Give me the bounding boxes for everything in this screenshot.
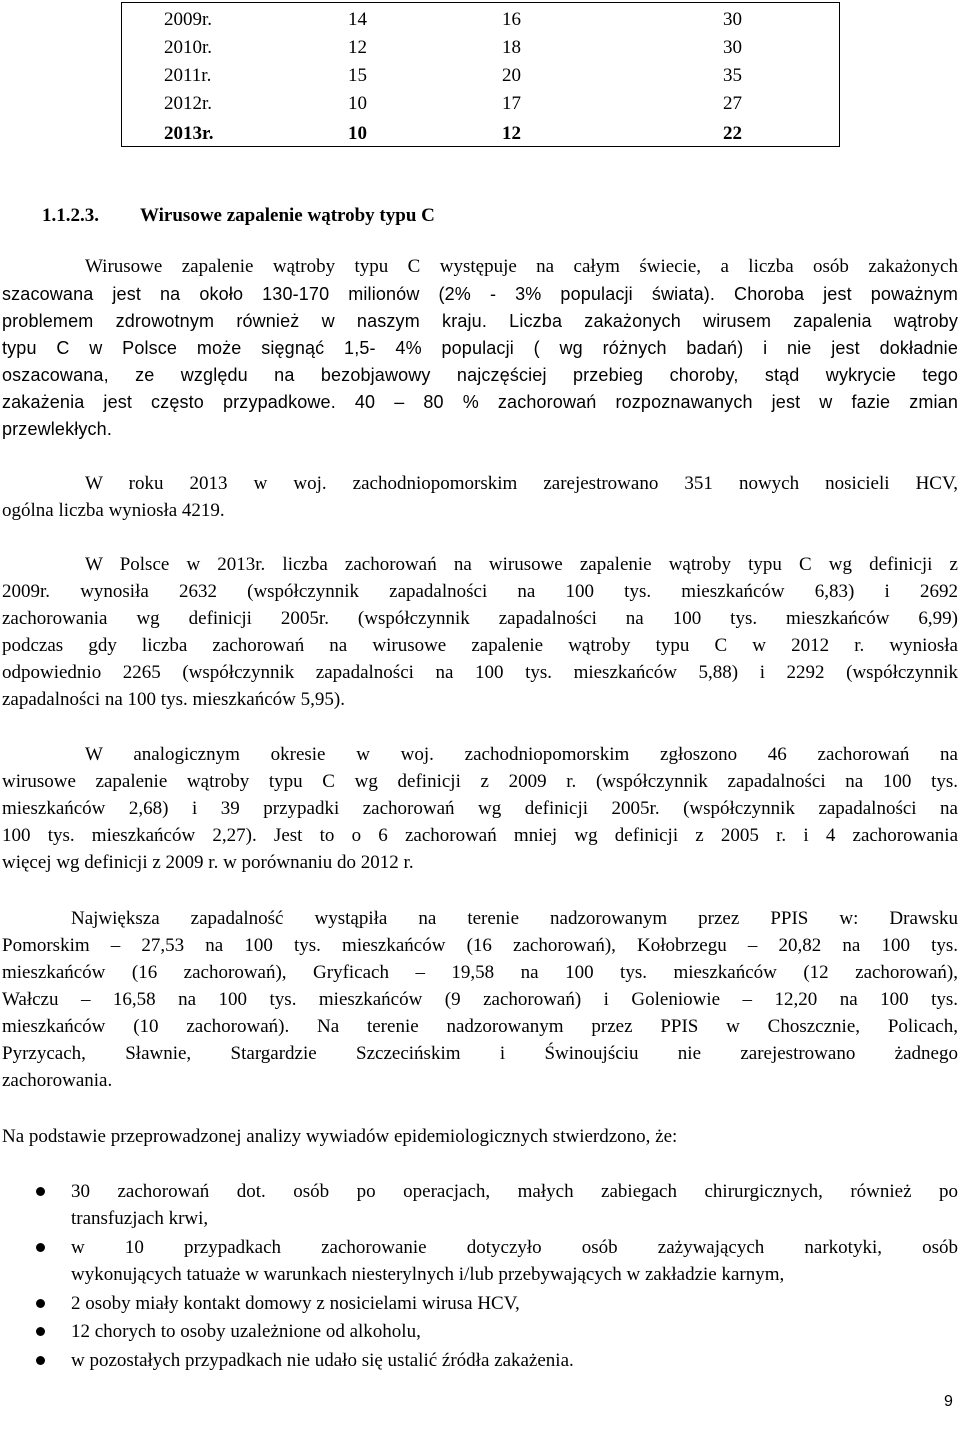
paragraph-line: wirusowe zapalenie wątroby typu C wg definicji z 2009 r. (współczynnik zapadalności na 100 tys.: [2, 771, 958, 792]
table-row: [122, 6, 839, 34]
table-cell: 14: [348, 9, 367, 30]
list-item-line: w 10 przypadkach zachorowanie dotyczyło osób zażywających narkotyki, osób: [71, 1237, 958, 1258]
table-cell: 16: [502, 9, 521, 30]
paragraph-line: 100 tys. mieszkańców 2,27). Jest to o 6 zachorowań mniej wg definicji z 2005 r. i 4 zachorowania: [2, 825, 958, 846]
table-cell: 10: [348, 93, 367, 114]
bullet-icon: [36, 1299, 45, 1308]
paragraph-line: przewlekłych.: [2, 419, 112, 439]
page-number: 9: [944, 1393, 953, 1410]
list-item-line: 12 chorych to osoby uzależnione od alkoholu,: [71, 1321, 421, 1342]
paragraph-line: więcej wg definicji z 2009 r. w porównaniu do 2012 r.: [2, 852, 414, 873]
table-row-total: [122, 120, 839, 148]
section-title: Wirusowe zapalenie wątroby typu C: [140, 205, 435, 226]
cases-table: [121, 2, 840, 147]
table-cell: 30: [723, 9, 742, 30]
paragraph-line: oszacowana, ze względu na bezobjawowy najczęściej przebieg choroby, stąd wykrycie tego: [2, 365, 958, 385]
paragraph-line: zakażenia jest często przypadkowe. 40 – 80 % zachorowań rozpoznawanych jest w fazie zmian: [2, 392, 958, 412]
paragraph-line: odpowiednio 2265 (współczynnik zapadalności na 100 tys. mieszkańców 5,88) i 2292 (współczynnik: [2, 662, 958, 683]
bullet-icon: [36, 1187, 45, 1196]
paragraph-line: podczas gdy liczba zachorowań na wirusowe zapalenie wątroby typu C w 2012 r. wyniosła: [2, 635, 958, 656]
paragraph-line: zachorowania.: [2, 1070, 113, 1091]
table-cell: 12: [502, 123, 521, 144]
section-heading: [42, 202, 435, 230]
table-row: [122, 90, 839, 118]
paragraph-line: W roku 2013 w woj. zachodniopomorskim zarejestrowano 351 nowych nosicieli HCV,: [85, 473, 958, 494]
paragraph-line: Największa zapadalność wystąpiła na terenie nadzorowanym przez PPIS w: Drawsku: [71, 908, 958, 929]
table-cell: 12: [348, 37, 367, 58]
paragraph-line: mieszkańców (16 zachorowań), Gryficach – 19,58 na 100 tys. mieszkańców (12 zachorowań),: [2, 962, 958, 983]
table-row: [122, 34, 839, 62]
paragraph-line: szacowana jest na około 130-170 milionów (2% - 3% populacji świata). Choroba jest poważnym: [2, 284, 958, 304]
paragraph-line: Pomorskim – 27,53 na 100 tys. mieszkańców (16 zachorowań), Kołobrzegu – 20,82 na 100 tys.: [2, 935, 958, 956]
table-cell: 27: [723, 93, 742, 114]
paragraph-line: 2009r. wynosiła 2632 (współczynnik zapadalności na 100 tys. mieszkańców 6,83) i 2692: [2, 581, 958, 602]
paragraph-line: ogólna liczba wyniosła 4219.: [2, 500, 225, 521]
table-cell: 2012r.: [164, 93, 213, 114]
table-cell: 17: [502, 93, 521, 114]
table-cell: 20: [502, 65, 521, 86]
bullet-icon: [36, 1356, 45, 1365]
list-item-line: 30 zachorowań dot. osób po operacjach, małych zabiegach chirurgicznych, również po: [71, 1181, 958, 1202]
paragraph-line: Pyrzycach, Sławnie, Stargardzie Szczecińskim i Świnoujściu nie zarejestrowano żadnego: [2, 1043, 958, 1064]
table-cell: 2013r.: [164, 123, 214, 144]
bullet-icon: [36, 1327, 45, 1336]
list-item-line: transfuzjach krwi,: [71, 1208, 209, 1229]
table-cell: 22: [723, 123, 742, 144]
paragraph-line: Na podstawie przeprowadzonej analizy wywiadów epidemiologicznych stwierdzono, że:: [2, 1126, 678, 1147]
table-cell: 2010r.: [164, 37, 213, 58]
list-item-line: wykonujących tatuaże w warunkach niesterylnych i/lub przebywających w zakładzie karnym,: [71, 1264, 785, 1285]
paragraph-line: W Polsce w 2013r. liczba zachorowań na wirusowe zapalenie wątroby typu C wg definicji z: [85, 554, 958, 575]
paragraph-line: W analogicznym okresie w woj. zachodniopomorskim zgłoszono 46 zachorowań na: [85, 744, 958, 765]
table-cell: 30: [723, 37, 742, 58]
paragraph-line: mieszkańców 2,68) i 39 przypadki zachorowań wg definicji 2005r. (współczynnik zapadalności na: [2, 798, 958, 819]
table-cell: 2011r.: [164, 65, 212, 86]
table-cell: 2009r.: [164, 9, 213, 30]
table-cell: 35: [723, 65, 742, 86]
table-cell: 18: [502, 37, 521, 58]
paragraph-line: typu C w Polsce może sięgnąć 1,5- 4% populacji ( wg różnych badań) i nie jest dokładnie: [2, 338, 958, 358]
list-item-line: w pozostałych przypadkach nie udało się ustalić źródła zakażenia.: [71, 1350, 574, 1371]
bullet-icon: [36, 1243, 45, 1252]
table-row: [122, 62, 839, 90]
paragraph-line: Wałczu – 16,58 na 100 tys. mieszkańców (9 zachorowań) i Goleniowie – 12,20 na 100 tys.: [2, 989, 958, 1010]
table-cell: 15: [348, 65, 367, 86]
paragraph-line: Wirusowe zapalenie wątroby typu C występuje na całym świecie, a liczba osób zakażonych: [85, 256, 958, 277]
paragraph-line: zachorowania wg definicji 2005r. (współczynnik zapadalności na 100 tys. mieszkańców 6,99): [2, 608, 958, 629]
table-cell: 10: [348, 123, 367, 144]
section-number: 1.1.2.3.: [42, 205, 99, 226]
paragraph-line: zapadalności na 100 tys. mieszkańców 5,95).: [2, 689, 345, 710]
paragraph-line: problemem zdrowotnym również w naszym kraju. Liczba zakażonych wirusem zapalenia wątroby: [2, 311, 958, 331]
paragraph-line: mieszkańców (10 zachorowań). Na terenie nadzorowanym przez PPIS w Choszcznie, Policach,: [2, 1016, 958, 1037]
list-item-line: 2 osoby miały kontakt domowy z nosicielami wirusa HCV,: [71, 1293, 520, 1314]
